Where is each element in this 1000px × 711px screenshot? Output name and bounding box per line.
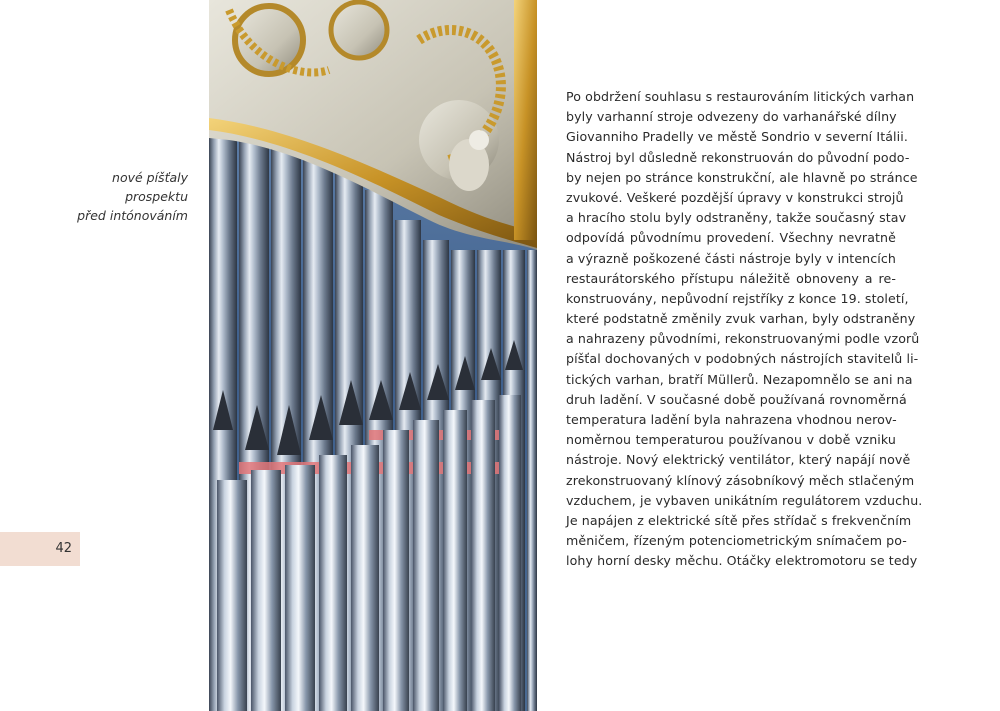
body-line: odpovídá původnímu provedení. Všechny nevratně [566, 230, 896, 246]
body-line: tických varhan, bratří Müllerů. Nezapomnělo se ani na [566, 371, 913, 387]
page-number-tab [0, 532, 80, 566]
body-line: Giovanniho Pradelly ve městě Sondrio v severní Itálii. [566, 129, 908, 145]
body-line: a hracího stolu byly odstraněny, takže současný stav [566, 210, 907, 226]
body-line: Po obdržení souhlasu s restaurováním litických varhan [566, 89, 915, 104]
body-line: byly varhanní stroje odvezeny do varhanářské dílny [566, 109, 897, 125]
body-line: měničem, řízeným potenciometrickým snímačem po- [566, 533, 907, 549]
body-line: Je napájen z elektrické sítě přes střídač s frekvenčním [566, 512, 912, 528]
body-line: Nástroj byl důsledně rekonstruován do původní podo- [566, 149, 910, 165]
body-line: by nejen po stránce konstrukční, ale hlavně po stránce [566, 169, 918, 185]
body-line: zrekonstruovaný klínový zásobníkový měch stlačeným [566, 472, 915, 488]
body-line: které podstatně změnily zvuk varhan, byly odstraněny [566, 311, 916, 327]
caption-line: nové píšťaly [112, 170, 188, 185]
body-line: a výrazně poškozené části nástroje byly v intencích [566, 250, 896, 266]
body-line: nástroje. Nový elektrický ventilátor, který napájí nově [566, 452, 911, 468]
body-line: druh ladění. V současné době používaná rovnoměrná [566, 391, 907, 407]
body-line: píšťal dochovaných v podobných nástrojích stavitelů li- [566, 351, 919, 367]
body-line: a nahrazeny původními, rekonstruovanými podle vzorů [566, 331, 920, 347]
photo-caption [77, 168, 188, 225]
caption-line: před intónováním [77, 208, 188, 223]
body-line: restaurátorského přístupu náležitě obnoveny a re- [566, 270, 896, 286]
body-line: noměrnou temperaturou používanou v době vzniku [566, 432, 896, 448]
body-line: lohy horní desky měchu. Otáčky elektromotoru se tedy [566, 553, 918, 569]
caption-line: prospektu [125, 189, 188, 204]
body-text [566, 87, 923, 572]
organ-pipes-photo [209, 0, 537, 711]
body-line: temperatura ladění byla nahrazena vhodnou nerov- [566, 412, 897, 427]
body-line: konstruovány, nepůvodní rejstříky z konce 19. století, [566, 290, 909, 306]
body-line: vzduchem, je vybaven unikátním regulátorem vzduchu. [566, 492, 923, 508]
page-number: 42 [55, 541, 72, 556]
body-line: zvukové. Veškeré pozdější úpravy v konstrukci strojů [566, 189, 904, 205]
